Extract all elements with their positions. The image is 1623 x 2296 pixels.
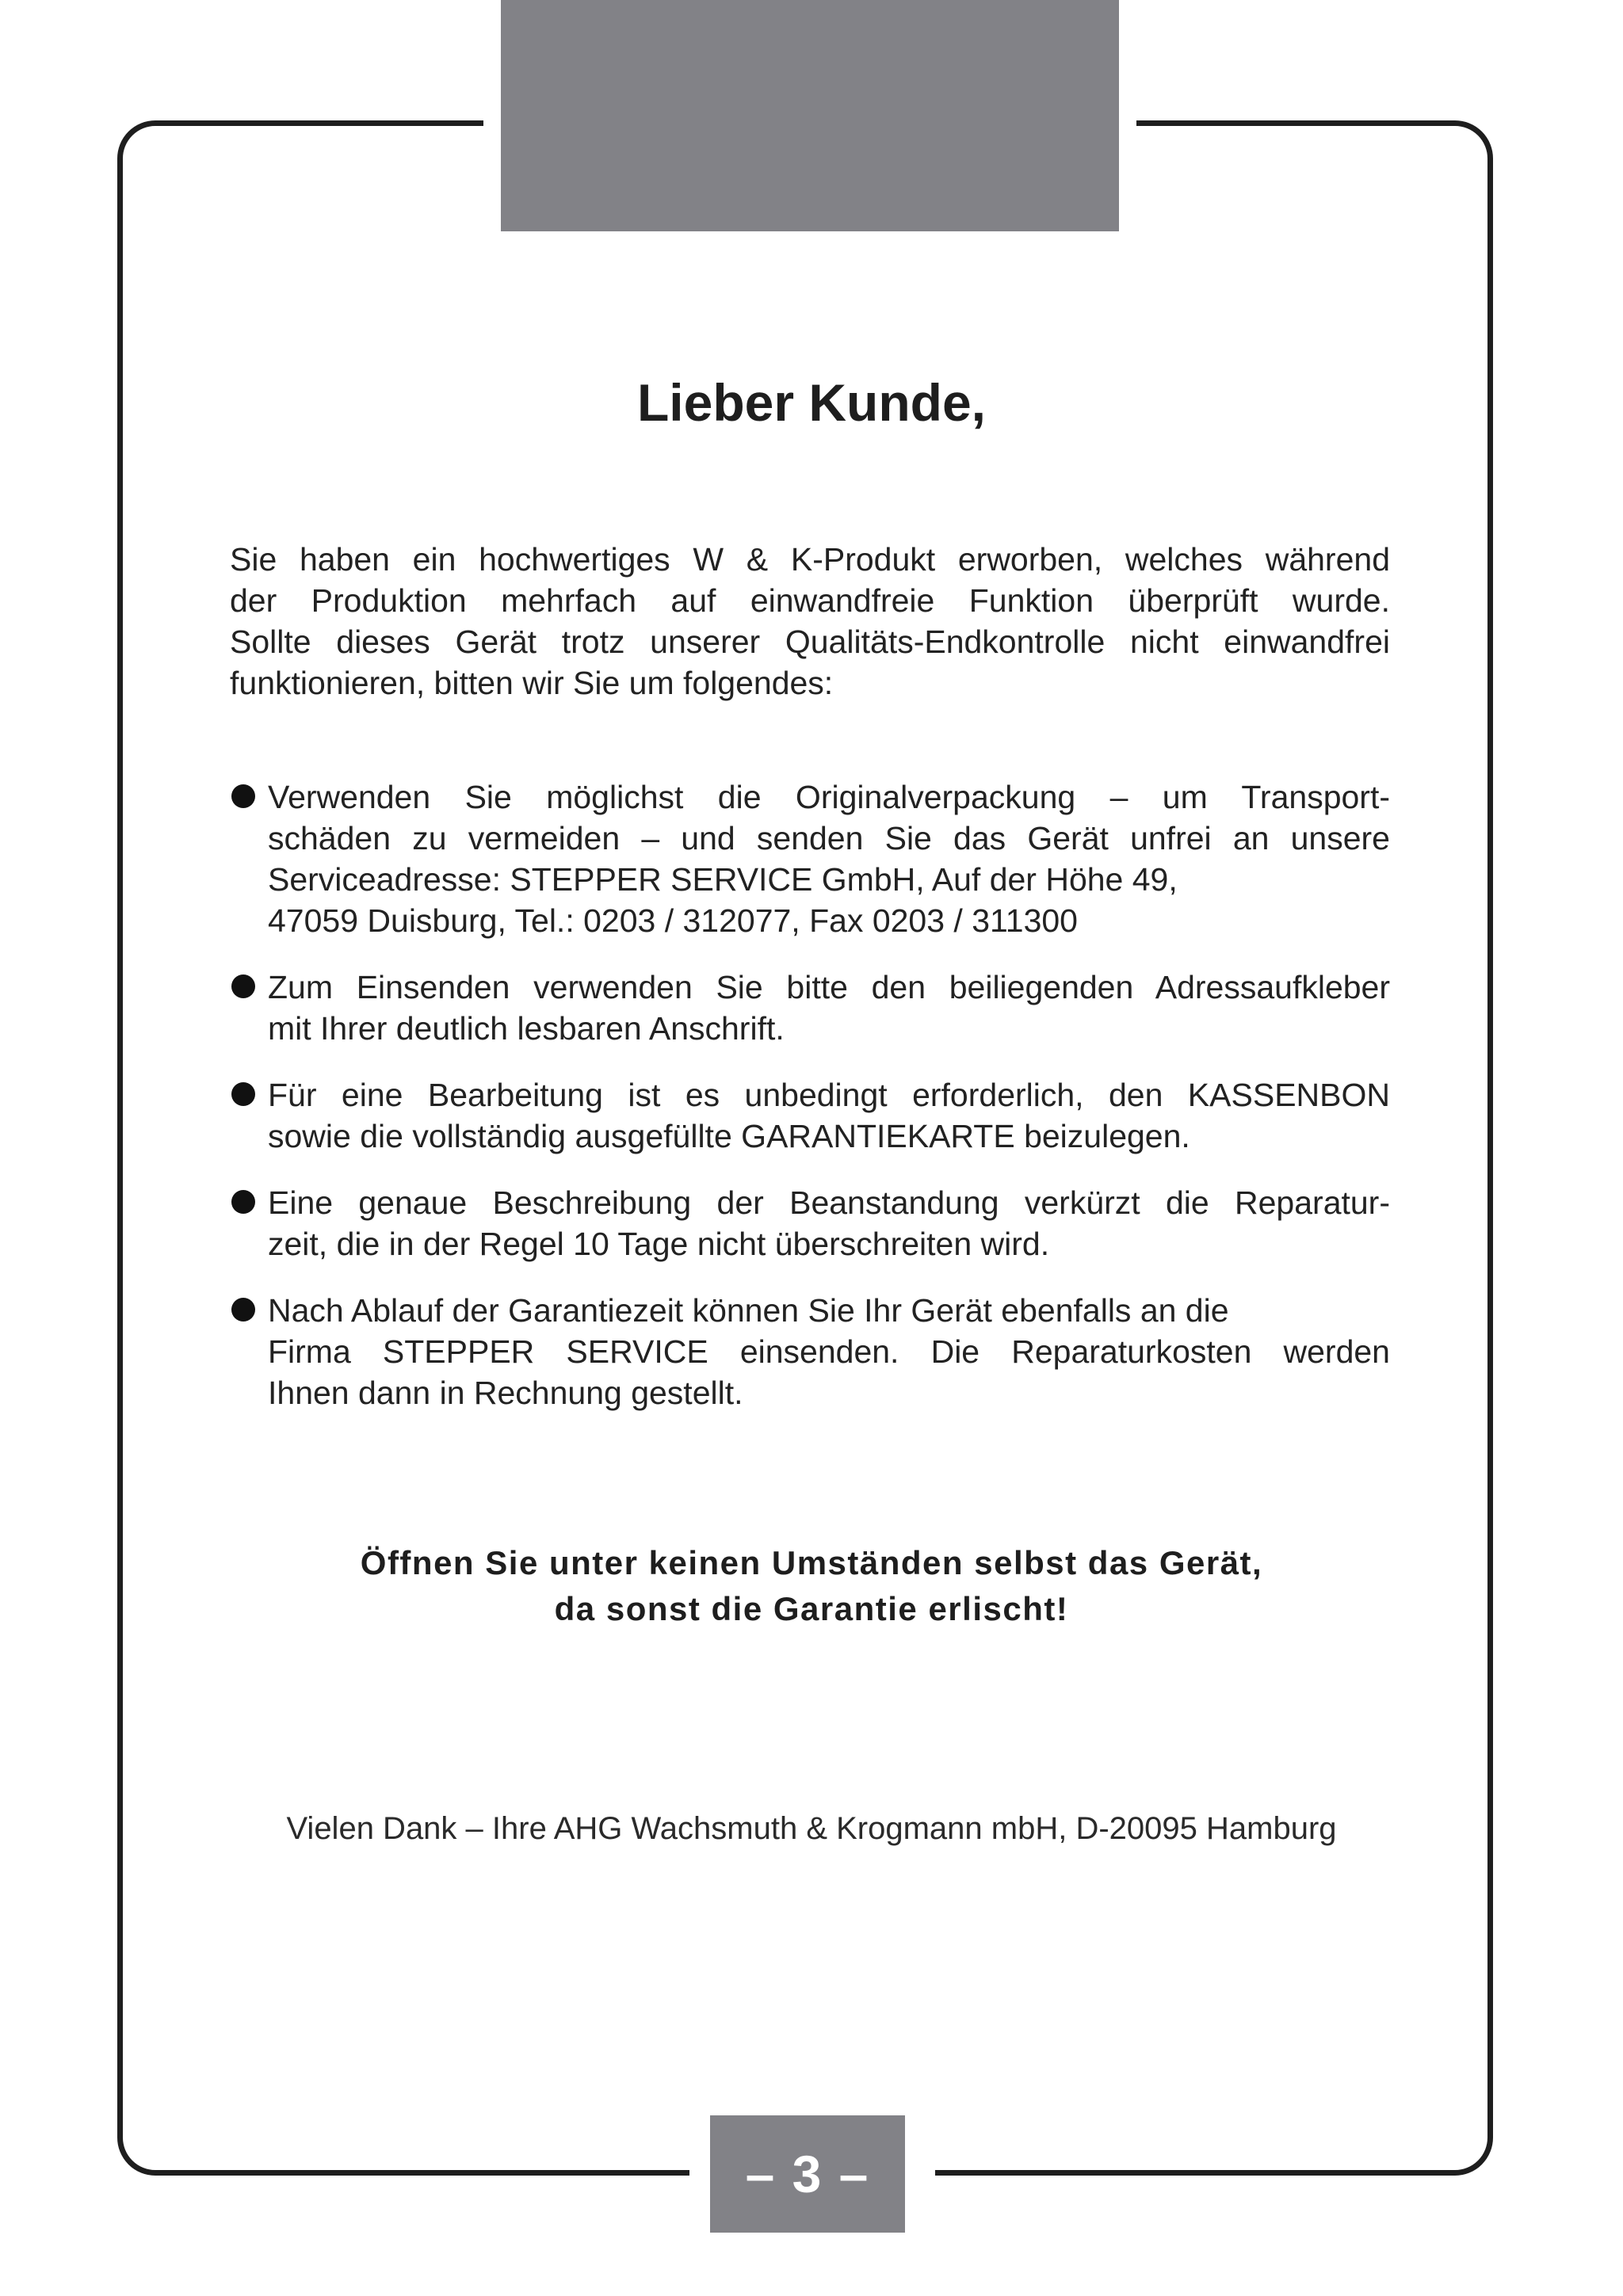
warning-line: da sonst die Garantie erlischt! xyxy=(554,1590,1069,1627)
list-item-line: Firma STEPPER SERVICE einsenden. Die Reparaturkosten werden xyxy=(268,1333,1390,1370)
list-item-line: Eine genaue Beschreibung der Beanstandung verkürzt die Reparatur- xyxy=(268,1184,1390,1221)
page-number-tab xyxy=(689,2107,935,2234)
intro-line: Sollte dieses Gerät trotz unserer Qualitäts-Endkontrolle nicht einwandfrei xyxy=(230,624,1390,660)
list-item-line: Serviceadresse: STEPPER SERVICE GmbH, Auf der Höhe 49, xyxy=(268,861,1178,898)
list-item xyxy=(230,1290,1390,1413)
list-item-line: 47059 Duisburg, Tel.: 0203 / 312077, Fax 0203 / 311300 xyxy=(268,902,1078,939)
instructions-list xyxy=(230,776,1390,1439)
list-item xyxy=(230,1074,1390,1157)
list-item-line: Verwenden Sie möglichst die Originalverpackung – um Transport- xyxy=(268,779,1390,815)
header-tab xyxy=(483,0,1136,231)
header-tab-block xyxy=(501,0,1119,231)
intro-line: funktionieren, bitten wir Sie um folgendes: xyxy=(230,665,834,701)
list-item xyxy=(230,776,1390,941)
intro-line: Sie haben ein hochwertiges W & K-Produkt erworben, welches während xyxy=(230,541,1390,578)
footer-signature: Vielen Dank – Ihre AHG Wachsmuth & Krogmann mbH, D-20095 Hamburg xyxy=(286,1811,1337,1846)
list-item-line: mit Ihrer deutlich lesbaren Anschrift. xyxy=(268,1010,785,1047)
list-item-line: Ihnen dann in Rechnung gestellt. xyxy=(268,1375,743,1411)
bullet-icon xyxy=(231,974,255,998)
bullet-icon xyxy=(231,1298,255,1322)
list-item-line: Zum Einsenden verwenden Sie bitte den beiliegenden Adressaufkleber xyxy=(268,969,1390,1005)
page-number: – 3 – xyxy=(710,2115,905,2233)
list-item-line: schäden zu vermeiden – und senden Sie das Gerät unfrei an unsere xyxy=(268,820,1390,856)
bullet-icon xyxy=(231,784,255,808)
warning-line: Öffnen Sie unter keinen Umständen selbst das Gerät, xyxy=(360,1544,1263,1581)
list-item xyxy=(230,1182,1390,1264)
warning-notice xyxy=(0,1540,1623,1632)
list-item-line: Für eine Bearbeitung ist es unbedingt erforderlich, den KASSENBON xyxy=(268,1077,1390,1113)
list-item-line: zeit, die in der Regel 10 Tage nicht überschreiten wird. xyxy=(268,1226,1050,1262)
list-item-line: Nach Ablauf der Garantiezeit können Sie Ihr Gerät ebenfalls an die xyxy=(268,1292,1229,1329)
page-title: Lieber Kunde, xyxy=(636,373,987,432)
intro-paragraph xyxy=(230,539,1390,704)
bullet-icon xyxy=(231,1190,255,1214)
list-item xyxy=(230,967,1390,1049)
intro-line: der Produktion mehrfach auf einwandfreie Funktion überprüft wurde. xyxy=(230,582,1390,619)
bullet-icon xyxy=(231,1082,255,1106)
list-item-line: sowie die vollständig ausgefüllte GARANTIEKARTE beizulegen. xyxy=(268,1118,1190,1154)
